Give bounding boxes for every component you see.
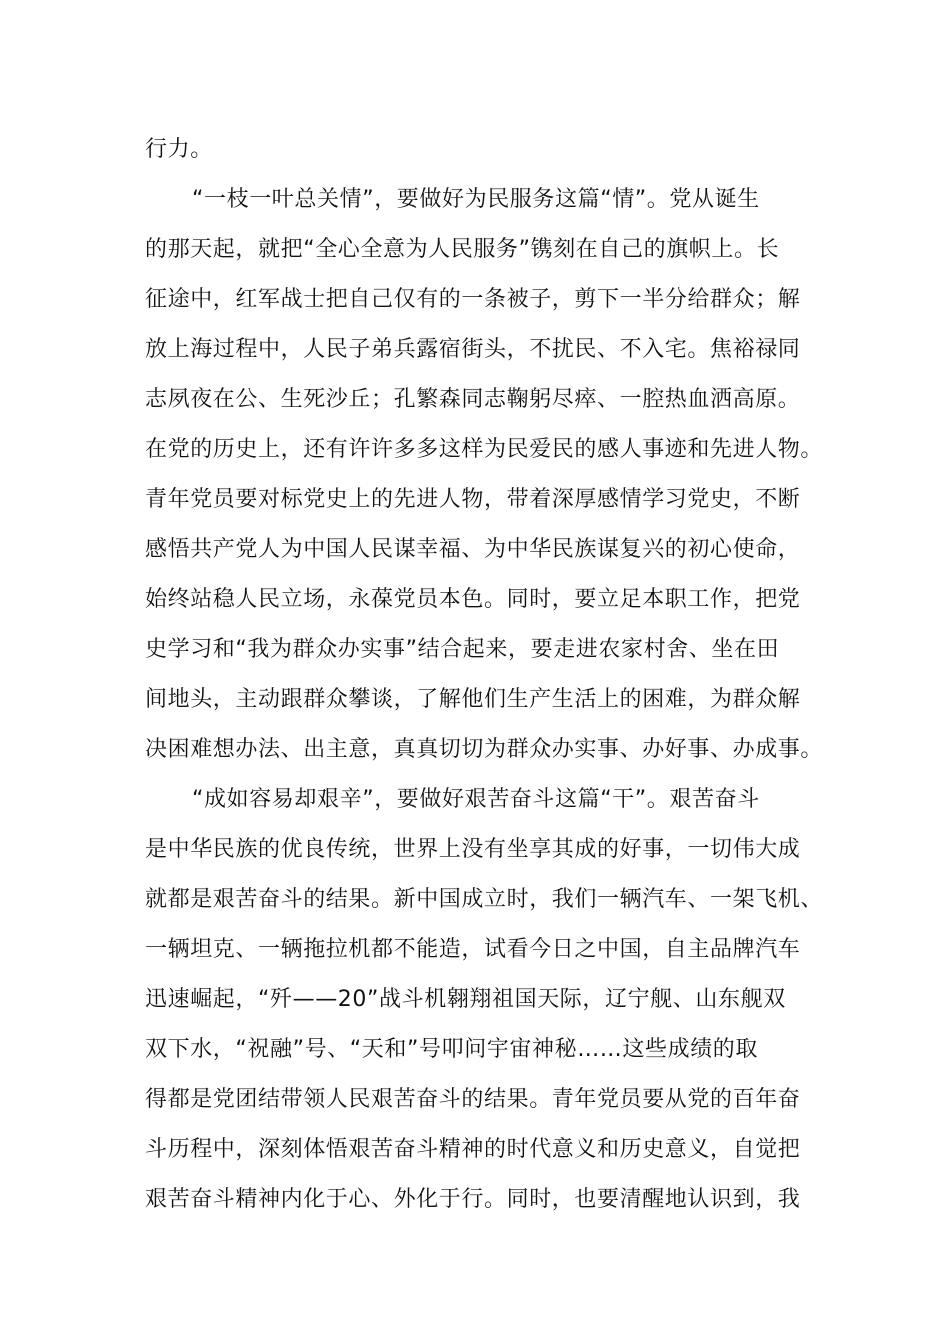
text-line: 得都是党团结带领人民艰苦奋斗的结果。青年党员要从党的百年奋 bbox=[145, 1087, 801, 1112]
text-line: 决困难想办法、出主意，真真切切为群众办实事、办好事、办成事。 bbox=[145, 737, 824, 762]
text-line: 史学习和“我为群众办实事”结合起来，要走进农家村舍、坐在田 bbox=[145, 637, 780, 662]
text-line: 感悟共产党人为中国人民谋幸福、为中华民族谋复兴的初心使命， bbox=[145, 537, 801, 562]
text-line: 的那天起，就把“全心全意为人民服务”镌刻在自己的旗帜上。长 bbox=[145, 237, 780, 262]
text-line: 双下水，“祝融”号、“天和”号叩问宇宙神秘……这些成绩的取 bbox=[145, 1037, 758, 1062]
text-line: 青年党员要对标党史上的先进人物，带着深厚感情学习党史，不断 bbox=[145, 487, 801, 512]
text-line: 在党的历史上，还有许许多多这样为民爱民的感人事迹和先进人物。 bbox=[145, 437, 824, 462]
text-line: 斗历程中，深刻体悟艰苦奋斗精神的时代意义和历史意义，自觉把 bbox=[145, 1137, 801, 1162]
text-line: 是中华民族的优良传统，世界上没有坐享其成的好事，一切伟大成 bbox=[145, 837, 801, 862]
text-line: 征途中，红军战士把自己仅有的一条被子，剪下一半分给群众；解 bbox=[145, 287, 801, 312]
text-line: 始终站稳人民立场，永葆党员本色。同时，要立足本职工作，把党 bbox=[145, 587, 801, 612]
paragraph-start-line: “成如容易却艰辛”，要做好艰苦奋斗这篇“干”。艰苦奋斗 bbox=[192, 787, 760, 812]
text-line: 放上海过程中，人民子弟兵露宿街头，不扰民、不入宅。焦裕禄同 bbox=[145, 337, 801, 362]
text-line: 行力。 bbox=[145, 137, 213, 162]
paragraph-start-line: “一枝一叶总关情”，要做好为民服务这篇“情”。党从诞生 bbox=[192, 187, 760, 212]
text-line: 艰苦奋斗精神内化于心、外化于行。同时，也要清醒地认识到，我 bbox=[145, 1187, 801, 1212]
text-line: 一辆坦克、一辆拖拉机都不能造，试看今日之中国，自主品牌汽车 bbox=[145, 937, 801, 962]
text-line: 就都是艰苦奋斗的结果。新中国成立时，我们一辆汽车、一架飞机、 bbox=[145, 887, 824, 912]
text-line: 迅速崛起，“歼——20”战斗机翱翔祖国天际，辽宁舰、山东舰双 bbox=[145, 987, 786, 1012]
text-line: 间地头，主动跟群众攀谈，了解他们生产生活上的困难，为群众解 bbox=[145, 687, 801, 712]
text-line: 志夙夜在公、生死沙丘；孔繁森同志鞠躬尽瘁、一腔热血洒高原。 bbox=[145, 387, 801, 412]
